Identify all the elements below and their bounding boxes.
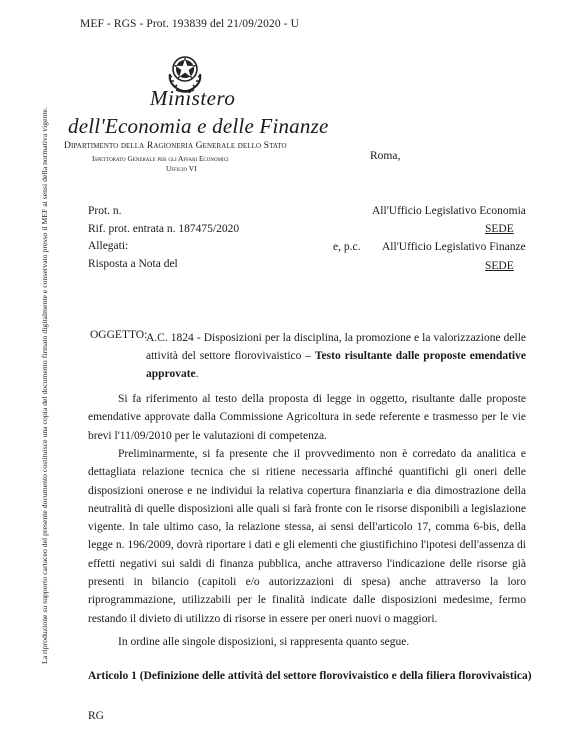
place-date: Roma, (370, 150, 401, 162)
footer-initials: RG (88, 710, 104, 722)
paragraph: Preliminarmente, si fa presente che il provvedimento non è corredato da analitica e dettagliata relazione tecnica che si ritiene necessaria affinché quantifichi gli oneri delle disposizioni onerose e ne individui la relativa copertura finanziaria e dia dimostrazione della neutralità di quelle disposizioni alle quali si farà fronte con le risorse disponibili a legislazione vigente. In tale ultimo caso, la relazione stessa, ai sensi dell'articolo 17, comma 6-bis, della legge n. 196/2009, dovrà riportare i dati e gli elementi che giustifichino l'ipotesi dell'assenza di effetti negativi sui saldi di finanza pubblica, anche attraverso l'indicazione delle risorse già presenti in bilancio (capitoli e/o autorizzazioni di spesa) anche attraverso la loro riprogrammazione, utilizzabili per le finalità indicate dalle disposizioni medesime, fermo restando il divieto di utilizzo di risorse in essere per oneri nuovi o maggiori. (88, 448, 526, 625)
logo-ministero: Ministero (150, 86, 236, 110)
digital-copy-note: La riproduzione su supporto cartaceo del presente documento costituisce una copia del documento firmato digitalmente e conservato presso il MEF ai sensi della normativa vigente. (40, 107, 49, 664)
paragraph: Si fa riferimento al testo della proposta di legge in oggetto, risultante dalle proposte emendative approvate dalla Commissione Agricoltura in sede referente e trasmesso per le vie brevi l'11/09/2010 per le valutazioni di competenza. (88, 393, 526, 442)
oggetto-text-plain: A.C. 1824 - Disposizioni per la disciplina, la promozione e la valorizzazione delle attività del settore florovivaistico – (146, 332, 526, 362)
ispettorato (92, 154, 229, 163)
rif-prot: Rif. prot. entrata n. 187475/2020 (88, 223, 240, 235)
dipartimento-label: Dipartimento della Ragioneria Generale dello Stato (64, 140, 287, 151)
articolo-heading: Articolo 1 (Definizione delle attività del settore florovivaistico e della filiera florovivaistica) (88, 670, 532, 682)
paragraph: In ordine alle singole disposizioni, si rappresenta quanto segue. (118, 636, 410, 648)
prot-number: Prot. n. (88, 205, 122, 217)
body-paragraph-2 (88, 445, 526, 628)
oggetto-label: OGGETTO: (90, 329, 148, 341)
protocol-header: MEF - RGS - Prot. 193839 del 21/09/2020 - U (80, 18, 299, 30)
recipient-primary: All'Ufficio Legislativo Economia (372, 205, 526, 217)
logo-economia-finanze: dell'Economia e delle Finanze (68, 114, 329, 138)
oggetto-text-end: . (195, 368, 199, 380)
cc-label: e, p.c. (333, 241, 361, 253)
body-paragraph-1 (88, 390, 526, 445)
ufficio (166, 164, 197, 173)
oggetto-text (146, 329, 526, 383)
recipient-secondary: All'Ufficio Legislativo Finanze (382, 241, 526, 253)
recipient-primary-sede: SEDE (485, 223, 514, 235)
recipient-secondary-sede: SEDE (485, 260, 514, 272)
dipartimento (64, 140, 287, 151)
risposta-nota: Risposta a Nota del (88, 258, 178, 270)
ufficio-label: Ufficio VI (166, 164, 197, 173)
oggetto-text-bold: Testo risultante dalle proposte emendative approvate (146, 350, 526, 380)
body-paragraph-3 (88, 633, 526, 651)
ispettorato-label: Ispettorato Generale per gli Affari Economici (92, 154, 229, 163)
allegati: Allegati: (88, 240, 129, 252)
